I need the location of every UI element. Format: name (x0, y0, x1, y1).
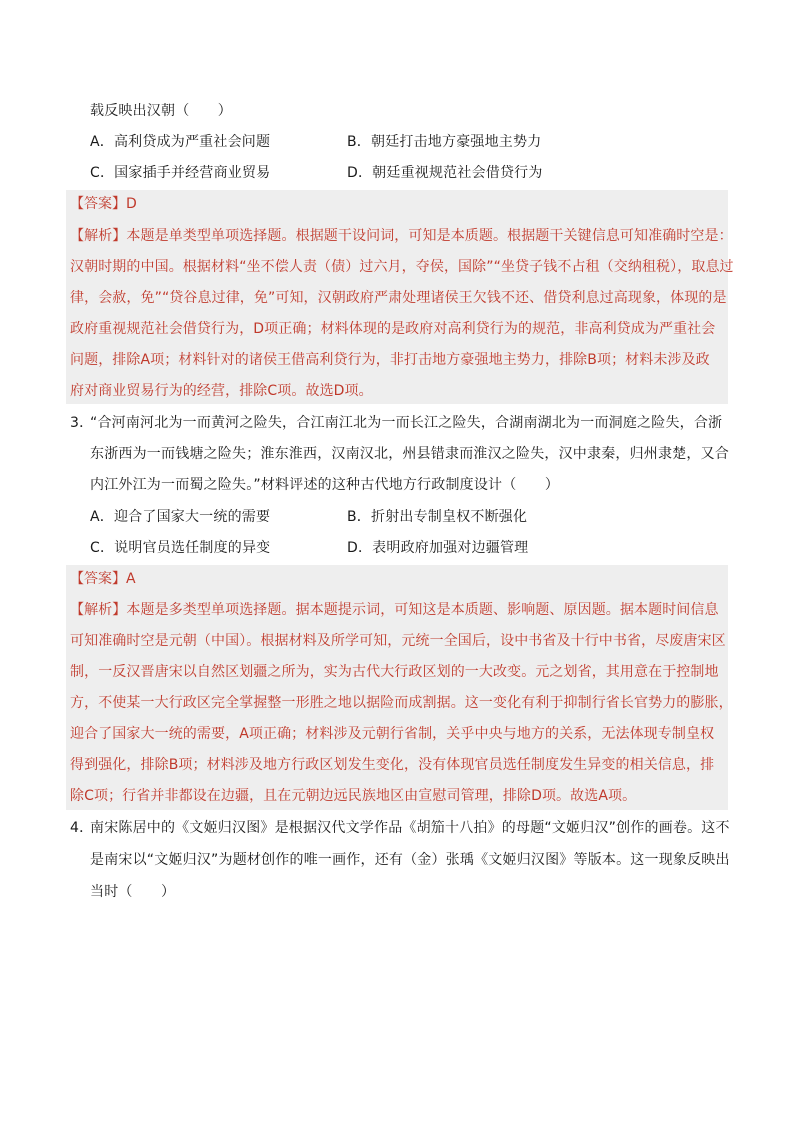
q3-answer-tag: 【答案】 (70, 571, 126, 587)
q3-analysis-text-1: 本题是多类型单项选择题。据本题提示词，可知这是本质题、影响题、原因题。据本题时间信息 (126, 602, 719, 618)
q4-stem-line-3: 当时（ ） (90, 884, 176, 900)
q3-analysis-tag: 【解析】 (70, 602, 127, 618)
q3-answer (70, 569, 136, 589)
q3-option-d[interactable]: D．表明政府加强对边疆管理 (347, 540, 529, 556)
q2-analysis-line-1 (70, 226, 733, 246)
q3-analysis-line-2: 可知准确时空是元朝（中国）。根据材料及所学可知，元统一全国后，设中书省及十行中书省，尽废唐宋区 (70, 633, 726, 649)
q4-stem-line-2: 是南宋以“文姬归汉”为题材创作的唯一画作，还有（金）张瑀《文姬归汉图》等版本。这一现象反映出 (90, 852, 730, 868)
q3-option-a[interactable]: A．迎合了国家大一统的需要 (90, 509, 271, 525)
q4-stem-line-1: 南宋陈居中的《文姬归汉图》是根据汉代文学作品《胡笳十八拍》的母题“文姬归汉”创作的画卷。这不 (90, 820, 730, 836)
q2-analysis-line-5: 问题，排除A项；材料针对的诸侯王借高利贷行为，非打击地方豪强地主势力，排除B项；材料未涉及政 (70, 352, 710, 368)
q2-analysis-line-3: 律，会赦，免”“贷谷息过律，免”可知，汉朝政府严肃处理诸侯王欠钱不还、借贷利息过高现象，体现的是 (70, 290, 727, 306)
q3-analysis-line-7: 除C项；行省并非都设在边疆，且在元朝边远民族地区由宣慰司管理，排除D项。故选A项。 (70, 788, 637, 804)
q2-answer-tag: 【答案】 (70, 196, 126, 212)
q3-analysis-line-5: 迎合了国家大一统的需要，A项正确；材料涉及元朝行省制，关乎中央与地方的关系，无法体现专制皇权 (70, 726, 715, 742)
q2-analysis-line-4: 政府重视规范社会借贷行为，D项正确；材料体现的是政府对高利贷行为的规范，非高利贷成为严重社会 (70, 321, 716, 337)
q2-answer-value: D (126, 196, 137, 212)
q2-answer (70, 194, 137, 214)
q3-analysis-line-3: 制，一反汉晋唐宋以自然区划疆之所为，实为古代大行政区划的一大改变。元之划省，其用意在于控制地 (70, 664, 719, 680)
q2-analysis-tag: 【解析】 (70, 228, 127, 244)
q3-stem-line-3: 内江外江为一而蜀之险失。”材料评述的这种古代地方行政制度设计（ ） (90, 477, 560, 493)
q3-number: 3． (70, 415, 94, 431)
q3-option-c[interactable]: C．说明官员选任制度的异变 (90, 540, 271, 556)
q3-analysis-line-4: 方，不使某一大行政区完全掌握整一形胜之地以据险而成割据。这一变化有利于抑制行省长官势力的膨胀， (70, 695, 733, 711)
q3-stem-line-1: “合河南河北为一而黄河之险失，合江南江北为一而长江之险失，合湖南湖北为一而洞庭之险失，合浙 (90, 415, 723, 431)
q3-answer-value: A (126, 571, 136, 587)
q3-stem-line-2: 东浙西为一而钱塘之险失；淮东淮西，汉南汉北，州县错隶而淮汉之险失，汉中隶秦，归州隶楚，又合 (90, 446, 729, 462)
q2-option-a[interactable]: A．高利贷成为严重社会问题 (90, 134, 271, 150)
q3-analysis-line-1 (70, 600, 719, 620)
q2-option-c[interactable]: C．国家插手并经营商业贸易 (90, 165, 271, 181)
q4-number: 4． (70, 820, 94, 836)
q2-analysis-text-1: 本题是单类型单项选择题。根据题干设问词，可知是本质题。根据题干关键信息可知准确时空是： (126, 228, 733, 244)
q2-option-b[interactable]: B．朝廷打击地方豪强地主势力 (347, 134, 542, 150)
q2-stem-tail: 载反映出汉朝（ ） (90, 103, 232, 119)
q3-analysis-line-6: 得到强化，排除B项；材料涉及地方行政区划发生变化，没有体现官员选任制度发生异变的相关信息，排 (70, 757, 715, 773)
q2-option-d[interactable]: D．朝廷重视规范社会借贷行为 (347, 165, 543, 181)
q2-analysis-line-2: 汉朝时期的中国。根据材料“坐不偿人责（债）过六月，夺侯，国除”“坐贷子钱不占租（交纳租税），取息过 (70, 259, 734, 275)
q2-analysis-line-6: 府对商业贸易行为的经营，排除C项。故选D项。 (70, 383, 373, 399)
q3-option-b[interactable]: B．折射出专制皇权不断强化 (347, 509, 528, 525)
